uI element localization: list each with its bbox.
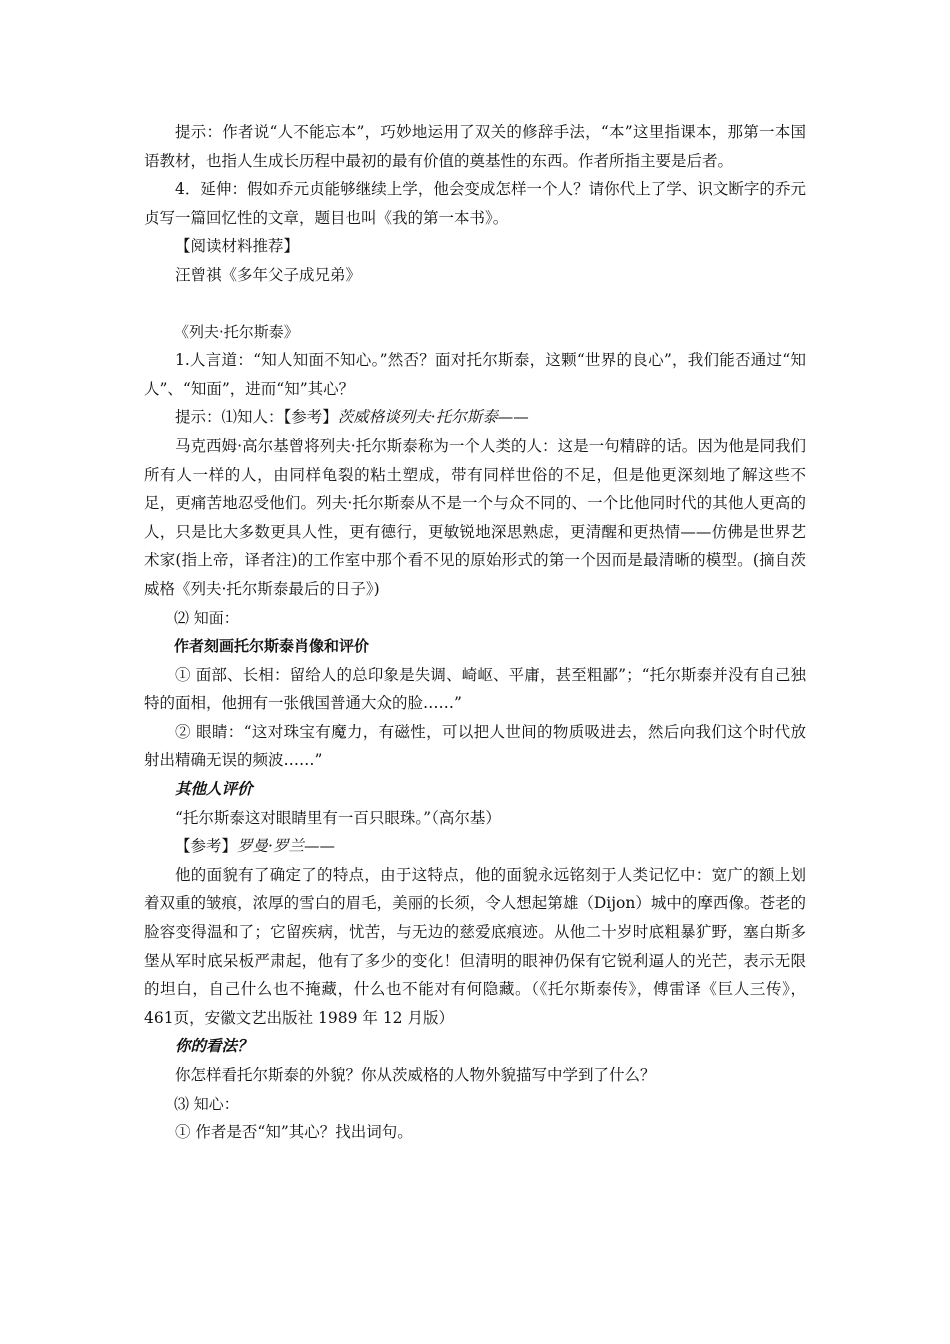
zhixin-question-1: ① 作者是否“知”其心？找出词句。 (175, 1123, 413, 1142)
reading-recommendation-item: 汪曾祺《多年父子成兄弟》 (175, 265, 362, 284)
hint-zhiren-prefix: 提示：⑴知人：【参考】 (175, 408, 338, 427)
zhimian-heading: ⑵ 知面： (174, 608, 239, 627)
question-4: 4．延伸：假如乔元贞能够继续上学，他会变成怎样一个人？请你代上了学、识文断字的乔元贞写一篇回忆性的文章，题目也叫《我的第一本书》。 (144, 180, 806, 227)
question-1: 1.人言道：“知人知面不知心。”然否？面对托尔斯泰，这颗“世界的良心”，我们能否通过“知人”、“知面”，进而“知”其心？ (144, 351, 806, 398)
eyes-description: ② 眼睛：“这对珠宝有魔力，有磁性，可以把人世间的物质吸进去，然后向我们这个时代放射出精确无误的频波……” (144, 722, 806, 770)
document-page (144, 118, 806, 1147)
your-view-question: 你怎样看托尔斯泰的外貌？你从茨威格的人物外貌描写中学到了什么？ (175, 1066, 656, 1084)
rolland-prefix: 【参考】 (175, 837, 238, 856)
face-description: ① 面部、长相：留给人的总印象是失调、崎岖、平庸，甚至粗鄙”；“托尔斯泰并没有自己独特的面相，他拥有一张俄国普通大众的脸……” (144, 665, 806, 713)
rolland-name: 罗曼·罗兰—— (237, 837, 335, 856)
hint-zhiren (144, 403, 806, 432)
gorky-eye-quote: “托尔斯泰这对眼睛里有一百只眼珠。”（高尔基） (175, 808, 501, 827)
zhixin-heading: ⑶ 知心： (174, 1094, 239, 1113)
your-view-heading: 你的看法？ (175, 1036, 253, 1056)
gorky-quote-paragraph: 马克西姆·高尔基曾将列夫·托尔斯泰称为一个人类的人：这是一句精辟的话。因为他是同我们所有人一样的人，由同样龟裂的粘土塑成，带有同样世俗的不足，但是他更深刻地了解这些不足，更痛苦地忍受他们。列夫·托尔斯泰从不是一个与众不同的、一个比他同时代的其他人更高的人，只是比大多数更具人性，更有德行，更敏锐地深思熟虑，更清醒和更热情——仿佛是世界艺术家(指上帝，译者注)的工作室中那个看不见的原始形式的第一个因而是最清晰的模型。(摘自茨威格《列夫·托尔斯泰最后的日子》) (144, 436, 806, 598)
lesson-title: 《列夫·托尔斯泰》 (174, 322, 299, 341)
others-evaluation-heading: 其他人评价 (175, 779, 253, 799)
reading-recommendation-heading: 【阅读材料推荐】 (175, 237, 300, 256)
rolland-reference (144, 832, 806, 861)
section-spacer (144, 290, 806, 318)
hint-paragraph: 提示：作者说“人不能忘本”，巧妙地运用了双关的修辞手法，“本”这里指课本，那第一本国语教材，也指人生成长历程中最初的最有价值的奠基性的东西。作者所指主要是后者。 (144, 123, 806, 170)
portrait-heading: 作者刻画托尔斯泰肖像和评价 (174, 637, 370, 656)
rolland-quote-paragraph: 他的面貌有了确定了的特点，由于这特点，他的面貌永远铭刻于人类记忆中：宽广的额上划着双重的皱痕，浓厚的雪白的眉毛，美丽的长须，令人想起第雄（Dijon）城中的摩西像。苍老的脸容变得温和了；它留疾病，忧苦，与无边的慈爱底痕迹。从他二十岁时底粗暴犷野，塞白斯多堡从军时底呆板严肃起，他有了多少的变化！但清明的眼神仍保有它锐利逼人的光芒，表示无限的坦白，自己什么也不掩藏，什么也不能对有何隐藏。（《托尔斯泰传》，傅雷译《巨人三传》，461页，安徽文艺出版社 1989 年 12 月版） (144, 865, 806, 1027)
hint-zhiren-reference: 茨威格谈列夫·托尔斯泰—— (337, 408, 529, 427)
